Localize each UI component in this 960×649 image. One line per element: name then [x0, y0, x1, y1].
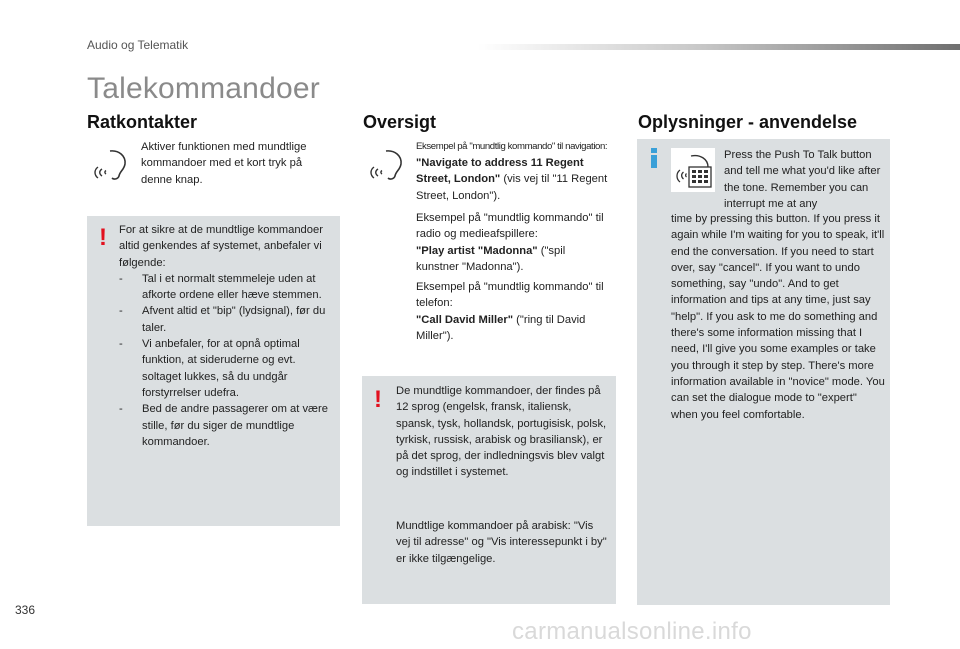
warning-intro: For at sikre at de mundtlige kommandoer altid genkendes af systemet, anbefaler vi følgende:: [119, 224, 323, 269]
example-navigation-desc: (vis vej til "11 Regent Street, London").: [416, 173, 608, 202]
push-to-talk-screen-icon: [671, 148, 715, 192]
example-navigation-label: Eksempel på "mundtlig kommando" til navigation:: [416, 141, 608, 152]
example-media: [416, 210, 608, 275]
example-navigation: [416, 155, 608, 204]
oplysninger-heading: Oplysninger - anvendelse: [638, 112, 858, 132]
example-media-command: "Play artist "Madonna": [416, 244, 538, 257]
example-phone-desc: ("ring til David Miller").: [416, 313, 586, 342]
warning-languages-text: De mundtlige kommandoer, der findes på 12 sprog (engelsk, fransk, italiensk, spansk, tysk, hollandsk, portugisisk, polsk, tyrkisk, russisk, arabisk og brasiliansk), er på det sprog, der indledningsvis blev valgt og indstillet i systemet.: [396, 385, 607, 479]
example-phone-label: Eksempel på "mundtlig kommando" til telefon:: [416, 281, 604, 310]
page-title: Talekommandoer: [87, 72, 320, 105]
warning-arabic-text: Mundtlige kommandoer på arabisk: "Vis vej til adresse" og "Vis interessepunkt i by" er ikke tilgængelige.: [396, 520, 607, 565]
warning-item: - Vi anbefaler, for at opnå optimal funktion, at sideruderne og evt. soltaget lukkes, så du undgår forstyrrelser udefra.: [119, 338, 300, 399]
example-phone: [416, 279, 608, 344]
voice-command-icon: [364, 143, 406, 185]
ratkontakter-heading: Ratkontakter: [87, 112, 198, 132]
ratkontakter-intro: Aktiver funktionen med mundtlige kommandoer med et kort tryk på denne knap.: [141, 141, 307, 186]
example-media-label: Eksempel på "mundtlig kommando" til radio og medieafspillere:: [416, 212, 604, 241]
warning-icon: !: [374, 386, 382, 413]
warning-item: - Afvent altid et "bip" (lydsignal), før du taler.: [119, 305, 326, 334]
example-phone-command: "Call David Miller": [416, 313, 514, 326]
oversigt-heading: Oversigt: [363, 112, 437, 132]
section-header: Audio og Telematik: [87, 38, 189, 52]
steering-voice-button-icon: [88, 143, 130, 185]
example-navigation-command: "Navigate to address 11 Regent Street, London": [416, 157, 584, 186]
info-lead-text: Press the Push To Talk button and tell me what you'd like after the tone. Remember you can interrupt me at any: [724, 149, 881, 210]
warning-item: - Bed de andre passagerer om at være stille, før du siger de mundtlige kommandoer.: [119, 403, 328, 448]
warning-item: - Tal i et normalt stemmeleje uden at afkorte ordene eller hæve stemmen.: [119, 272, 322, 302]
warning-icon: !: [99, 224, 107, 251]
warning-recognition-text: [119, 222, 331, 450]
watermark: carmanualsonline.info: [512, 618, 752, 645]
page-number: 336: [15, 603, 36, 617]
header-divider-bar: [478, 44, 960, 50]
info-icon: [647, 148, 661, 173]
example-media-desc: ("spil kunstner "Madonna").: [416, 244, 566, 273]
info-body-text: time by pressing this button. If you press it again while I'm waiting for you to speak, it'll end the conversation. If you need to start over, say "cancel". If you want to undo something, say "undo". And to get information and tips at any time, just say "help". If you ask to me do something and there's some information missing that I need, I'll give you some examples or take you through it step by step. There's more information available in "novice" mode. You can set the dialogue mode to "expert" when you feel comfortable.: [671, 213, 885, 421]
